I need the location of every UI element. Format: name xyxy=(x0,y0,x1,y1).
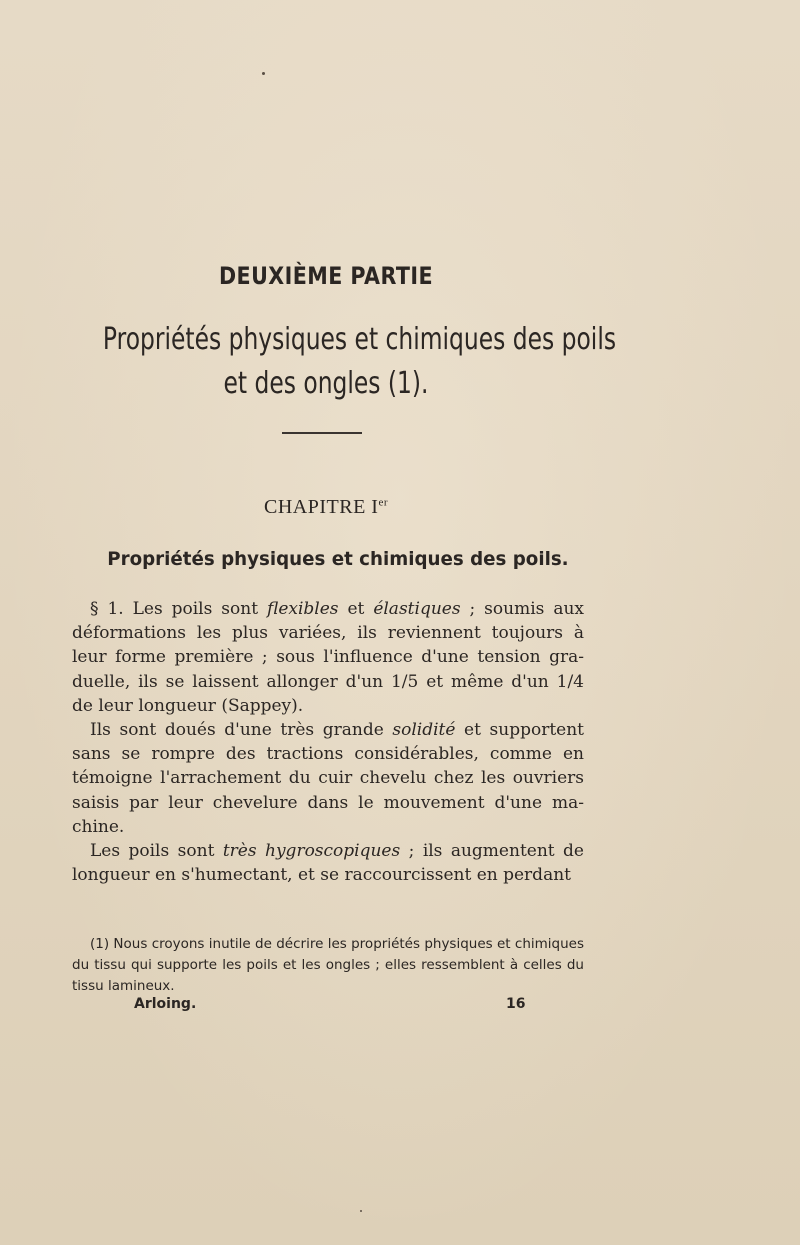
text-run: et xyxy=(338,599,374,619)
main-title-line-1: Propriétés physiques et chimiques des poils xyxy=(102,322,617,357)
text-run: ; soumis aux déformations les plus variées, ils reviennent toujours à leur forme première ; sous l'influence d'une tension graduelle, ils se laissent allonger d'un 1/5 et même d'un 1/4 de leur longueur (Sappey). xyxy=(72,599,584,716)
signature-author: Arloing. xyxy=(134,996,197,1012)
emphasis: flexibles xyxy=(266,599,339,619)
paper-speck xyxy=(360,1210,362,1212)
text-run: Ils sont doués d'une très grande xyxy=(90,720,393,741)
main-title-line-2: et des ongles (1). xyxy=(223,366,429,401)
text-run: et supportent sans se rompre des tractions considérables, comme en témoigne l'arrachement du cuir chevelu chez les ouvriers saisis par leur chevelure dans le mouvement d'une machine. xyxy=(72,720,585,837)
chapter-heading xyxy=(0,496,652,519)
text-run: ; ils augmentent de longueur en s'humectant, et se raccourcissent en perdant xyxy=(72,841,584,886)
paper-speck xyxy=(262,72,265,75)
paragraph-1 xyxy=(72,597,584,718)
emphasis: solidité xyxy=(392,720,456,741)
text-run: Les poils sont xyxy=(90,841,223,862)
footnote: (1) Nous croyons inutile de décrire les propriétés physiques et chimiques du tissu qui supporte les poils et les ongles ; elles ressemblent à celles du tissu lamineux. xyxy=(72,936,584,994)
chapter-label: CHAPITRE I xyxy=(264,496,379,518)
paragraph-3 xyxy=(72,839,584,887)
title-divider xyxy=(282,432,362,434)
chapter-superscript: er xyxy=(378,496,388,509)
chapter-title: Propriétés physiques et chimiques des poils. xyxy=(107,548,569,570)
emphasis: très hygroscopiques xyxy=(222,841,401,862)
part-title: DEUXIÈME PARTIE xyxy=(218,262,433,290)
signature-number: 16 xyxy=(506,996,526,1012)
text-run: § 1. Les poils sont xyxy=(90,599,267,619)
emphasis: élastiques xyxy=(373,599,461,619)
main-title xyxy=(102,318,617,406)
body-text xyxy=(72,597,584,887)
paragraph-2 xyxy=(72,718,584,839)
